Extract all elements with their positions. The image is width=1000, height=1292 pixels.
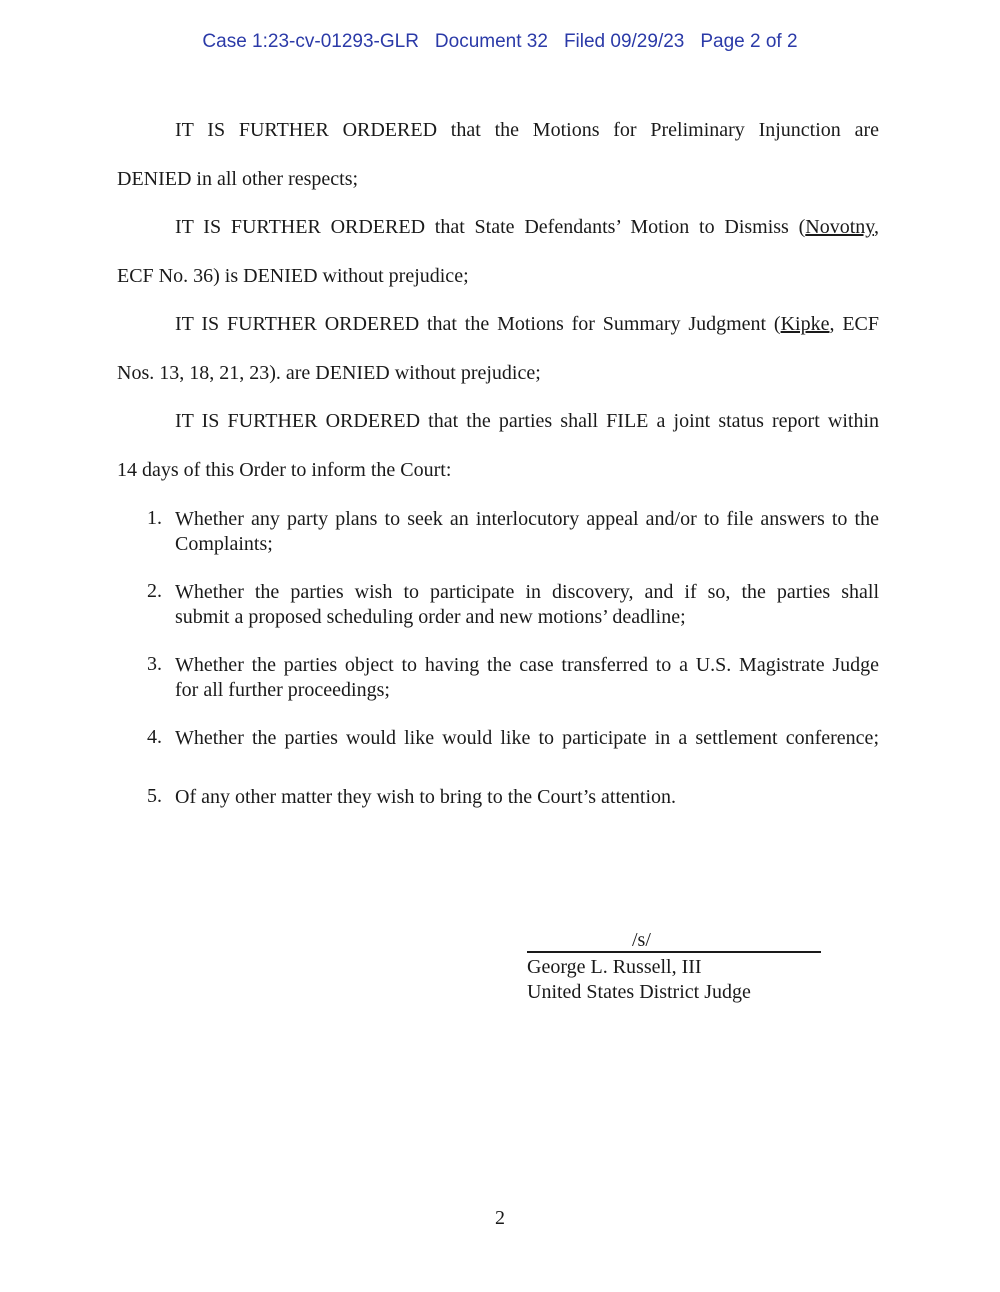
document-number: Document 32	[434, 31, 548, 52]
list-item-text: submit a proposed scheduling order and new motions’ deadline;	[175, 605, 686, 628]
judge-name: George L. Russell, III	[527, 956, 702, 978]
list-number: 5.	[147, 785, 162, 807]
judge-title: United States District Judge	[527, 981, 751, 1003]
paragraph-text: , ECF	[829, 313, 879, 335]
paragraph-line: IT IS FURTHER ORDERED that the Motions for Preliminary Injunction are	[175, 119, 879, 141]
case-name-kipke: Kipke	[780, 313, 830, 335]
list-item-text: Whether the parties wish to participate in discovery, and if so, the parties shall	[175, 581, 879, 603]
signature-line	[527, 951, 821, 953]
list-number: 1.	[147, 507, 162, 529]
page-indicator: Page 2 of 2	[700, 31, 798, 52]
case-name-novotny: Novotny	[805, 216, 874, 238]
case-header	[0, 31, 1000, 53]
list-item-text: Whether the parties object to having the case transferred to a U.S. Magistrate Judge	[175, 654, 879, 676]
paragraph-line: IT IS FURTHER ORDERED that the parties shall FILE a joint status report within	[175, 410, 879, 432]
paragraph-line: ECF No. 36) is DENIED without prejudice;	[117, 264, 469, 287]
order-paragraph-2	[117, 203, 879, 300]
list-number: 4.	[147, 726, 162, 748]
paragraph-line: Nos. 13, 18, 21, 23). are DENIED without prejudice;	[117, 361, 541, 384]
case-number: Case 1:23-cv-01293-GLR	[202, 31, 419, 52]
filed-date: Filed 09/29/23	[563, 31, 685, 52]
list-number: 3.	[147, 653, 162, 675]
page-number: 2	[495, 1207, 505, 1229]
signature-block	[527, 955, 751, 1005]
order-paragraph-1	[117, 106, 879, 203]
order-paragraph-4	[117, 397, 879, 494]
list-item-text: Whether the parties would like would like to participate in a settlement conference;	[175, 727, 879, 749]
paragraph-line: 14 days of this Order to inform the Court:	[117, 458, 452, 481]
list-item-text: for all further proceedings;	[175, 678, 390, 701]
list-item-text: Of any other matter they wish to bring to the Court’s attention.	[175, 786, 677, 808]
paragraph-line	[117, 300, 879, 349]
paragraph-text: IT IS FURTHER ORDERED that State Defendants’ Motion to Dismiss (	[175, 216, 806, 238]
order-paragraph-3	[117, 300, 879, 397]
paragraph-text: IT IS FURTHER ORDERED that the Motions for Summary Judgment (	[175, 313, 781, 335]
list-number: 2.	[147, 580, 162, 602]
list-item-text: Complaints;	[175, 532, 273, 555]
paragraph-line	[117, 203, 879, 252]
list-item-text: Whether any party plans to seek an interlocutory appeal and/or to file answers to the	[175, 508, 879, 530]
paragraph-text: ,	[874, 216, 879, 238]
paragraph-line: DENIED in all other respects;	[117, 167, 359, 190]
signature-mark: /s/	[632, 929, 651, 951]
